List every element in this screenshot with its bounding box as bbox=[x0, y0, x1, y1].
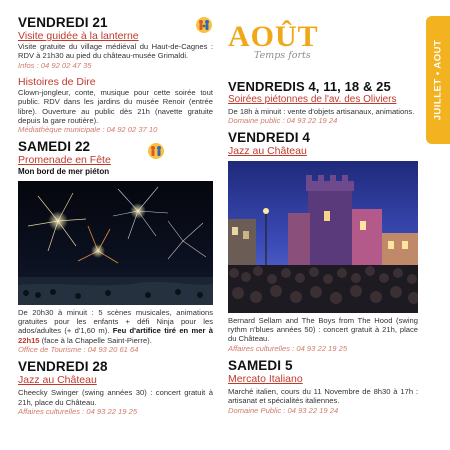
event-body-time: 22h15 bbox=[18, 335, 40, 345]
event-contact: Affaires culturelles : 04 93 22 19 25 bbox=[228, 343, 348, 353]
event-samedi-5 bbox=[228, 359, 418, 415]
event-title: Jazz au Château bbox=[228, 144, 307, 157]
event-samedi-22 bbox=[18, 140, 213, 355]
event-body: Cheecky Swinger (swing années 30) : concert gratuit à 21h, place du Château. bbox=[18, 388, 213, 407]
event-body: De 18h à minuit : vente d'objets artisanaux, animations. bbox=[228, 107, 415, 116]
month-word: AOÛT bbox=[228, 20, 319, 53]
event-body-place: (face à la Chapelle Saint-Pierre). bbox=[39, 335, 152, 345]
left-column bbox=[18, 14, 213, 417]
event-vendredi-4 bbox=[228, 131, 418, 353]
event-title: Jazz au Château bbox=[18, 374, 97, 387]
event-contact: Affaires culturelles : 04 93 22 19 25 bbox=[18, 407, 138, 417]
family-icon bbox=[147, 142, 165, 160]
event-date: VENDREDI 21 bbox=[18, 15, 108, 30]
month-logo bbox=[228, 20, 328, 61]
event-title: Visite guidée à la lanterne bbox=[18, 30, 139, 42]
month-side-tab bbox=[426, 16, 450, 144]
event-body-fireworks: Feu d'artifice tiré en mer à bbox=[112, 326, 213, 336]
event-title: Soirées piétonnes de l'av. des Oliviers bbox=[228, 94, 397, 105]
event-body: Marché italien, cours du 11 Novembre de 8h30 à 17h : artisanat et spécialités italiennes. bbox=[228, 387, 418, 406]
event-body: Visite gratuite du village médiéval du Haut-de-Cagnes : RDV à 21h30 au pied du château-musée Grimaldi. bbox=[18, 42, 213, 61]
event-body: Clown-jongleur, conte, musique pour cette soirée tout public. RDV dans les jardins du musée Renoir (entrée libre). Ouverture au public dès 21h (navette gratuite depuis la gare routière). bbox=[18, 88, 213, 125]
event-date: VENDREDI 28 bbox=[18, 359, 108, 375]
right-column bbox=[228, 80, 418, 415]
event-contact: Médiathèque municipale : 04 92 02 37 10 bbox=[18, 125, 158, 135]
event-body-main: De 20h30 à minuit : 5 scènes musicales, animations gratuites pour les enfants + défi Ninja pour les ados/adultes (+ d'1,60 m). bbox=[18, 307, 213, 336]
event-subtitle: Mon bord de mer piéton bbox=[18, 166, 110, 176]
event-contact: Domaine public : 04 93 22 19 24 bbox=[228, 116, 338, 126]
event-date: SAMEDI 5 bbox=[228, 358, 293, 374]
event-vendredis-oliviers bbox=[228, 80, 418, 126]
event-date: SAMEDI 22 bbox=[18, 138, 91, 154]
event-title: Promenade en Fête bbox=[18, 153, 111, 166]
event-contact: Infos : 04 92 02 47 35 bbox=[18, 60, 92, 70]
event-vendredi-28 bbox=[18, 360, 213, 416]
event-histoires-de-dire bbox=[18, 76, 213, 135]
event-body: Bernard Sellam and The Boys from The Hood (swing rythm n'blues années 50) : concert gratuit à 21h, place du Château. bbox=[228, 315, 418, 344]
event-date: VENDREDI 4 bbox=[228, 129, 311, 145]
event-body bbox=[18, 308, 213, 345]
family-icon bbox=[195, 16, 213, 34]
event-title: Mercato Italiano bbox=[228, 373, 303, 386]
event-contact: Office de Tourisme : 04 93 20 61 64 bbox=[18, 344, 139, 354]
fireworks-photo bbox=[18, 181, 213, 305]
event-date: VENDREDIS 4, 11, 18 & 25 bbox=[228, 79, 391, 94]
event-contact: Domaine Public : 04 93 22 19 24 bbox=[228, 405, 339, 415]
event-title: Histoires de Dire bbox=[18, 76, 96, 89]
castle-concert-photo bbox=[228, 161, 418, 313]
event-vendredi-21 bbox=[18, 16, 213, 70]
month-subtitle: Temps forts bbox=[254, 50, 311, 61]
side-tab-label: JUILLET • AOUT bbox=[432, 39, 444, 121]
